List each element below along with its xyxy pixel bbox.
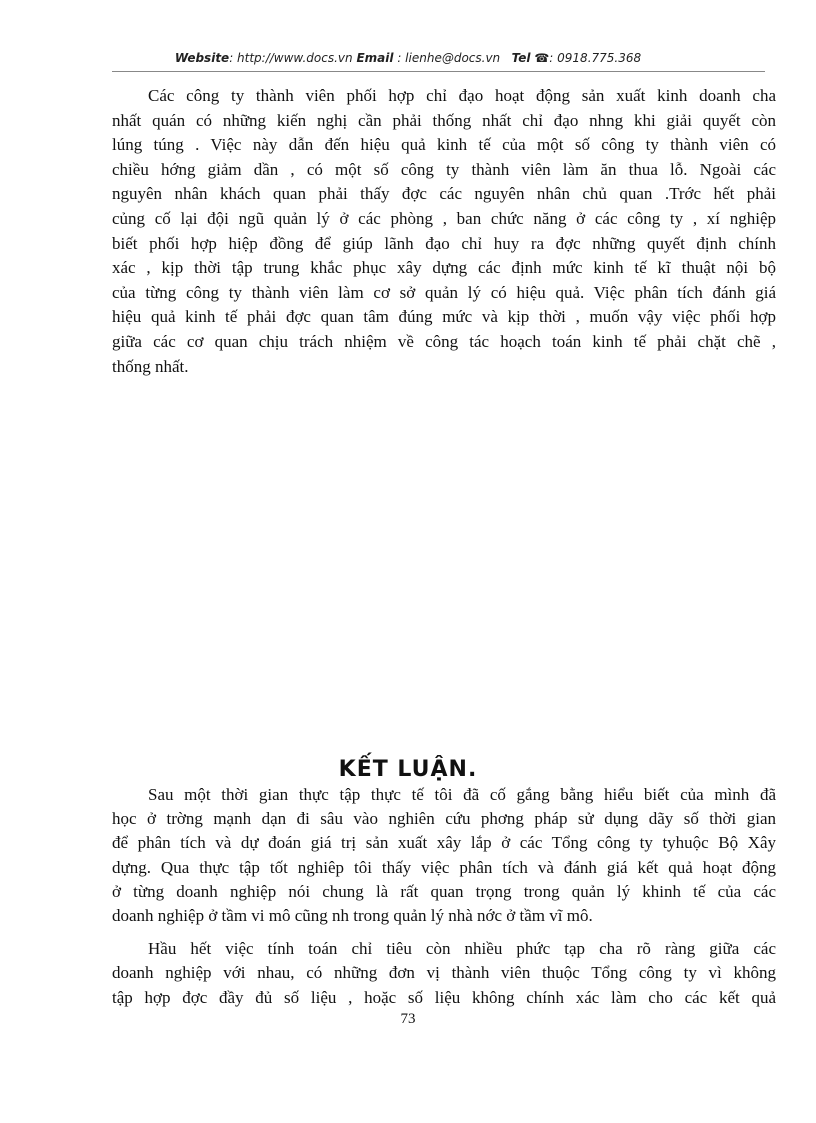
text-line: Các công ty thành viên phối hợp chỉ đạo hoạt động sản xuất kinh doanh cha	[148, 86, 776, 105]
text-line: tập hợp đợc đầy đủ số liệu , hoặc số liệu không chính xác làm cho các kết quả	[112, 987, 776, 1007]
text-line: củng cố lại đội ngũ quản lý ở các phòng , ban chức năng ở các công ty , xí nghiệp	[112, 209, 776, 228]
header-divider	[112, 71, 765, 72]
text-line: hiệu quả kinh tế phải đợc quan tâm đúng mức và kịp thời , muốn vậy việc phối hợp	[112, 307, 776, 327]
text-line: dựng. Qua thực tập tốt nghiêp tôi thấy việc phân tích và đánh giá kết quả hoạt động	[112, 857, 776, 877]
text-line: chiều hớng giảm dần , có một số công ty thành viên làm ăn thua lỗ. Ngoài các	[112, 159, 776, 179]
tel-label: Tel	[511, 51, 531, 65]
text-line: học ở trờng mạnh dạn đi sâu vào nghiên cứu phơng pháp sử dụng dãy số thời gian	[112, 809, 776, 829]
text-line: thống nhất.	[112, 356, 189, 376]
text-line: Hầu hết việc tính toán chỉ tiêu còn nhiều phức tạp cha rõ ràng giữa các	[148, 939, 776, 958]
text-line: Sau một thời gian thực tập thực tế tôi đã cố gắng bằng hiểu biết của mình đã	[148, 785, 776, 804]
text-line: doanh nghiệp ở tầm vi mô cũng nh trong quản lý nhà nớc ở tầm vĩ mô.	[112, 906, 593, 925]
text-line: biết phối hợp hiệp đồng để giúp lãnh đạo chỉ huy ra đợc những quyết định chính	[112, 233, 776, 253]
tel-number: : 0918.775.368	[549, 51, 642, 65]
text-line: nguyên nhân khách quan phải thấy đợc các nguyên nhân chủ quan .Trớc hết phải	[112, 184, 776, 204]
page-header	[0, 51, 816, 65]
website-label: Website	[174, 51, 230, 65]
section-title: KẾT LUẬN.	[338, 757, 478, 782]
email-label: Email	[356, 51, 394, 65]
text-line: của từng công ty thành viên làm cơ sở quản lý có hiệu quả. Việc phân tích đánh giá	[112, 282, 776, 302]
page-number: 73	[400, 1011, 416, 1027]
text-line: giữa các cơ quan chịu trách nhiệm về công tác hoạch toán kinh tế phải chặt chẽ ,	[112, 332, 776, 351]
text-line: xác , kịp thời tập trung khắc phục xây dựng các định mức kinh tế kĩ thuật nội bộ	[112, 258, 776, 278]
text-line: doanh nghiệp với nhau, có những đơn vị thành viên thuộc Tổng công ty vì không	[112, 963, 776, 983]
text-line: lúng túng . Việc này dẫn đến hiệu quả kinh tế của một số công ty thành viên có	[112, 135, 776, 155]
text-line: ở từng doanh nghiệp nói chung là rất quan trọng trong quản lý khinh tế của các	[112, 881, 776, 901]
text-line: nhất quán có những kiến nghị cần phải thống nhất chỉ đạo nhng khi giải quyết còn	[112, 110, 776, 130]
website-link[interactable]: : http://www.docs.vn	[229, 51, 353, 65]
email-link[interactable]: : lienhe@docs.vn	[397, 51, 501, 65]
text-line: để phân tích và dự đoán giá trị sản xuất xây lắp ở các Tổng công ty tyhuộc Bộ Xây	[112, 833, 776, 853]
phone-icon: ☎	[534, 51, 550, 65]
